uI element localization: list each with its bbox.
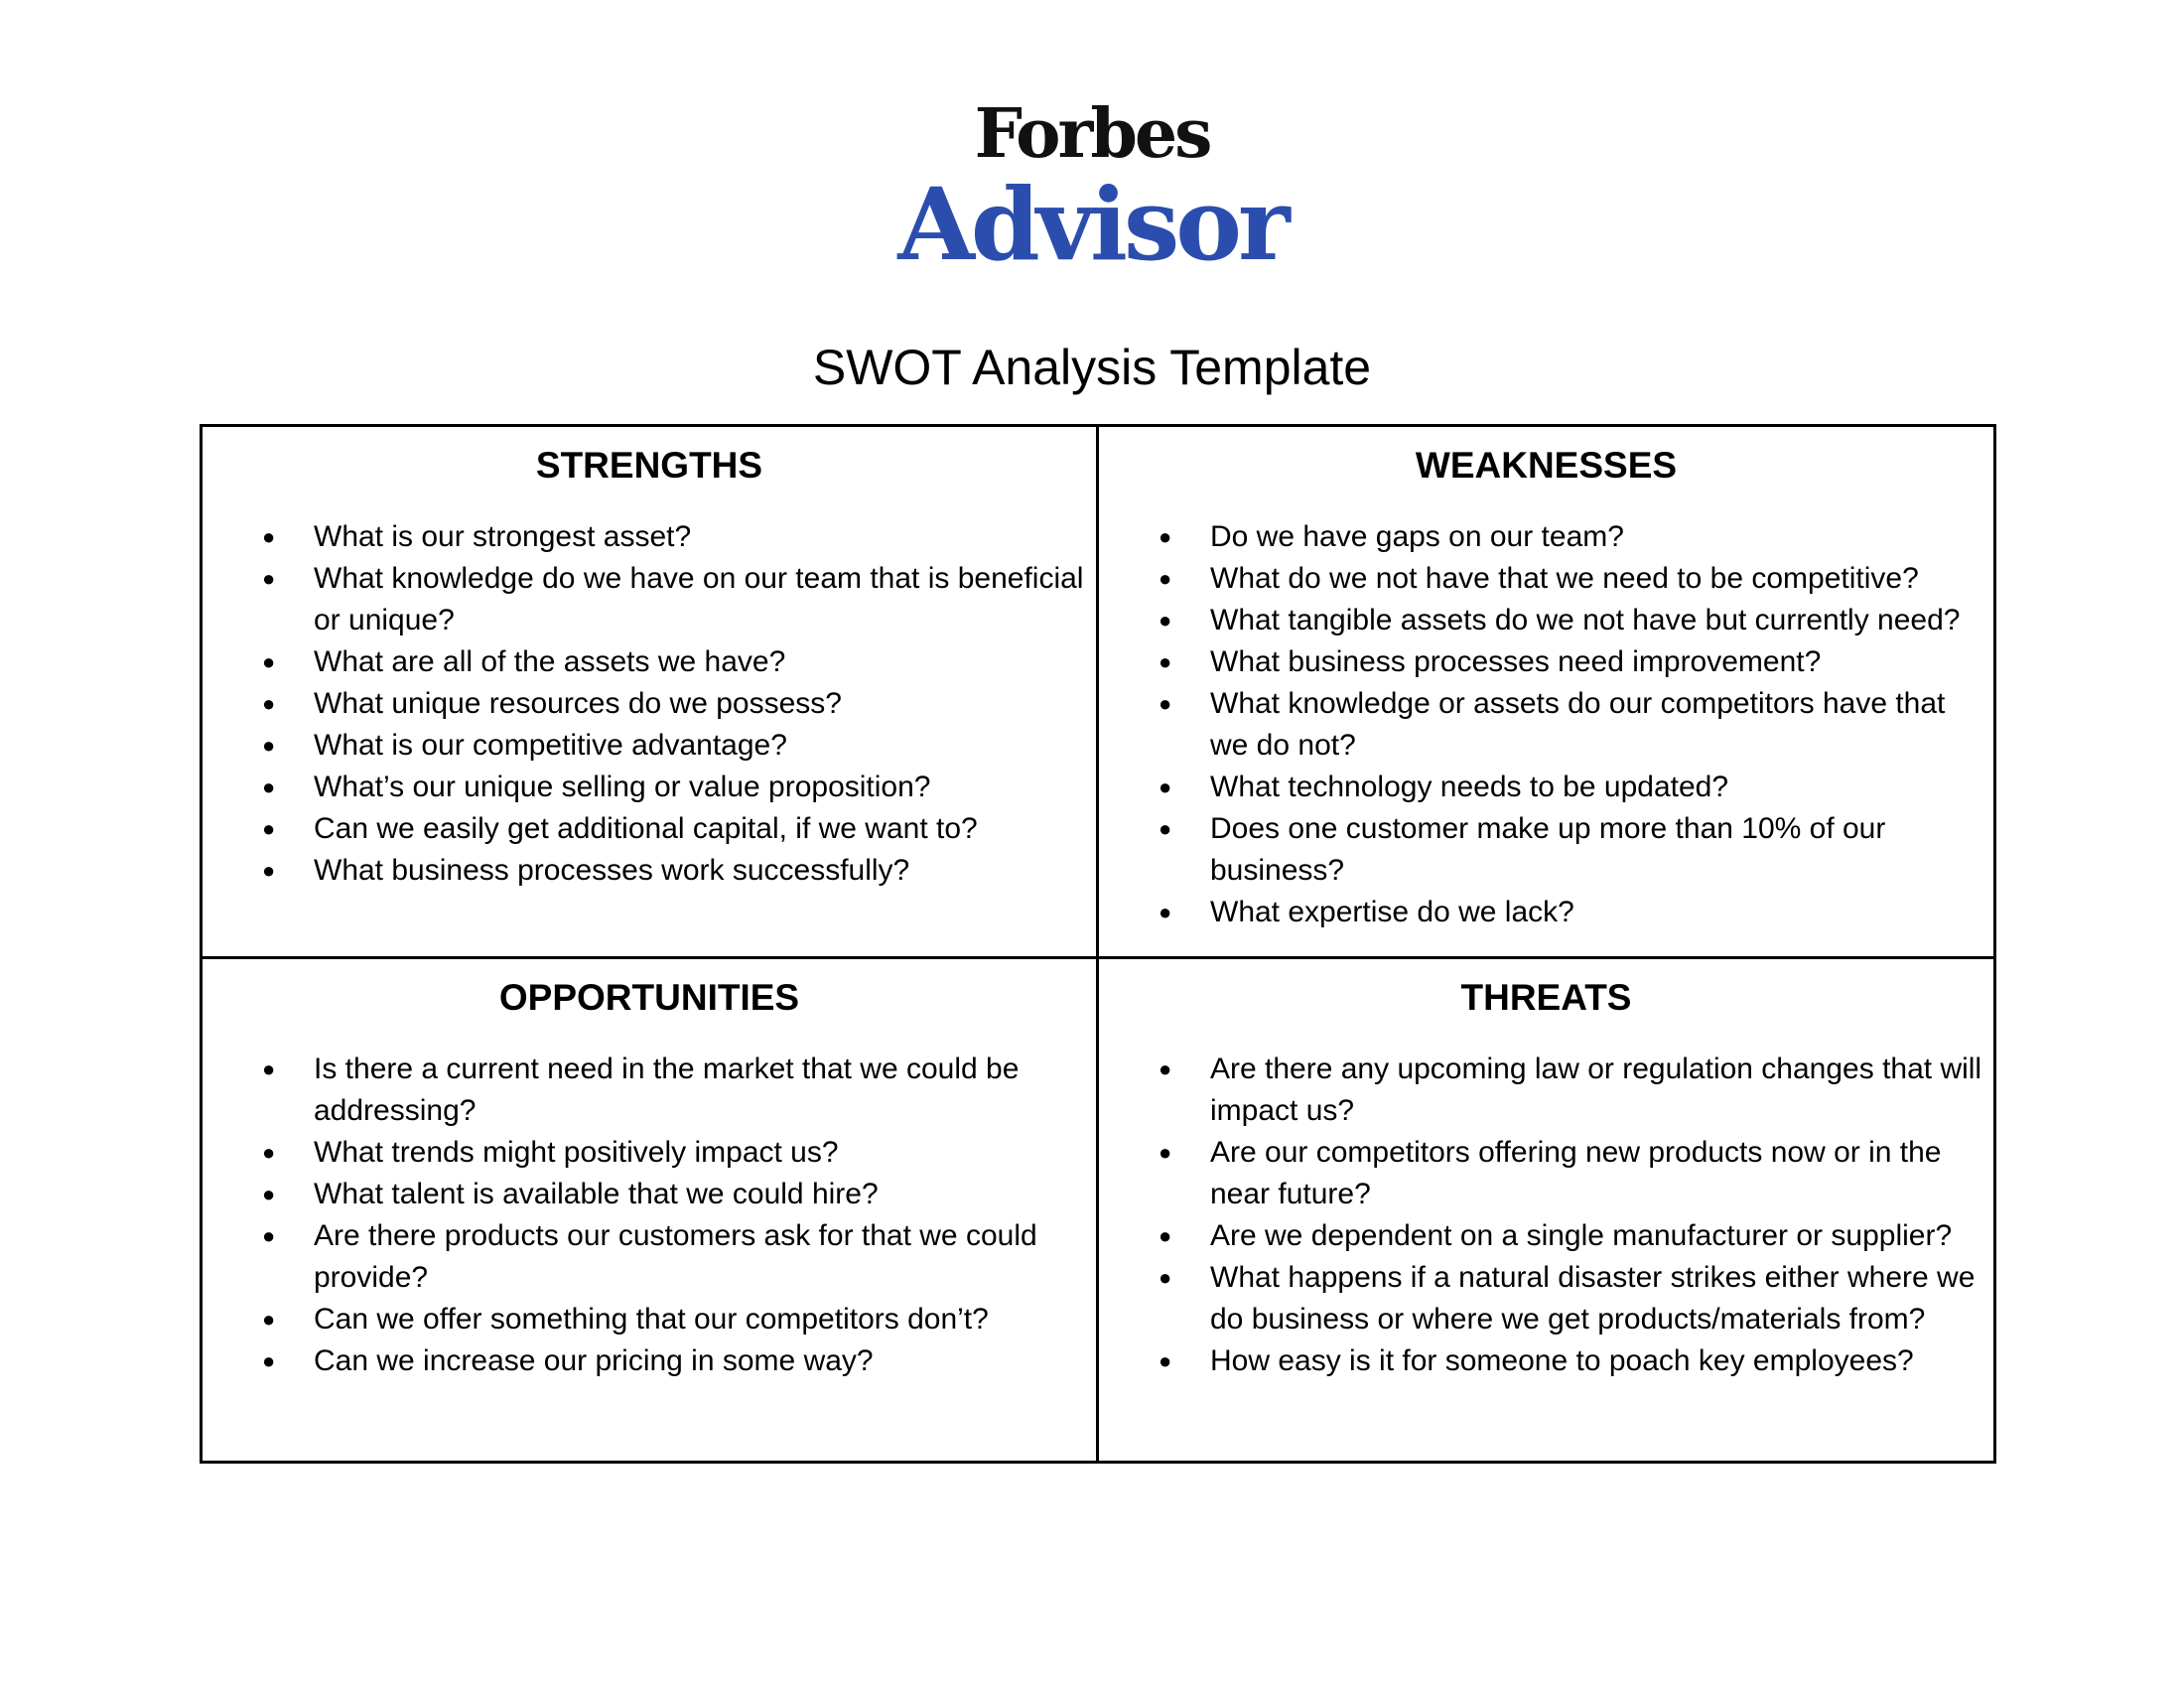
weaknesses-quadrant [1099,427,1993,959]
list-item: ● What are all of the assets we have? [314,641,1096,683]
list-item: ● Can we easily get additional capital, if we want to? [314,808,1096,850]
list-item: ● What unique resources do we possess? [314,683,1096,725]
threats-list [1099,1049,1993,1382]
document-title: SWOT Analysis Template [812,340,1372,395]
list-item: ● What knowledge or assets do our competitors have that we do not? [1210,683,1993,767]
opportunities-heading: OPPORTUNITIES [498,977,800,1018]
list-item: ● Are there products our customers ask for that we could provide? [314,1215,1096,1299]
list-item: ● Is there a current need in the market that we could be addressing? [314,1049,1096,1132]
logo-forbes-text: Forbes [974,94,1210,174]
list-item: ● What is our competitive advantage? [314,725,1096,767]
list-item: ● What do we not have that we need to be competitive? [1210,558,1993,600]
list-item: ● What business processes work successfully? [314,850,1096,892]
list-item: ● What technology needs to be updated? [1210,767,1993,808]
list-item: ● What knowledge do we have on our team that is beneficial or unique? [314,558,1096,641]
swot-table [200,424,1996,1464]
list-item: ● Can we offer something that our competitors don’t? [314,1299,1096,1340]
opportunities-list [203,1049,1096,1382]
opportunities-quadrant [203,959,1099,1461]
list-item: ● Are our competitors offering new products now or in the near future? [1210,1132,1993,1215]
list-item: ● How easy is it for someone to poach key employees? [1210,1340,1993,1382]
list-item: ● Are there any upcoming law or regulation changes that will impact us? [1210,1049,1993,1132]
list-item: ● Do we have gaps on our team? [1210,516,1993,558]
threats-heading: THREATS [1460,977,1632,1018]
list-item: ● What expertise do we lack? [1210,892,1993,933]
list-item: ● What’s our unique selling or value proposition? [314,767,1096,808]
weaknesses-list [1099,516,1993,933]
threats-quadrant [1099,959,1993,1461]
list-item: ● Does one customer make up more than 10% of our business? [1210,808,1993,892]
list-item: ● What tangible assets do we not have but currently need? [1210,600,1993,641]
list-item: ● Are we dependent on a single manufacturer or supplier? [1210,1215,1993,1257]
weaknesses-heading: WEAKNESSES [1415,445,1678,486]
strengths-list [203,516,1096,892]
forbes-advisor-logo [0,94,2184,283]
list-item: ● What talent is available that we could hire? [314,1174,1096,1215]
strengths-quadrant [203,427,1099,959]
list-item: ● What trends might positively impact us? [314,1132,1096,1174]
list-item: ● Can we increase our pricing in some way? [314,1340,1096,1382]
logo-advisor-text: Advisor [897,166,1287,283]
strengths-heading: STRENGTHS [535,445,763,486]
list-item: ● What is our strongest asset? [314,516,1096,558]
list-item: ● What business processes need improvement? [1210,641,1993,683]
list-item: ● What happens if a natural disaster strikes either where we do business or where we get products/materials from? [1210,1257,1993,1340]
